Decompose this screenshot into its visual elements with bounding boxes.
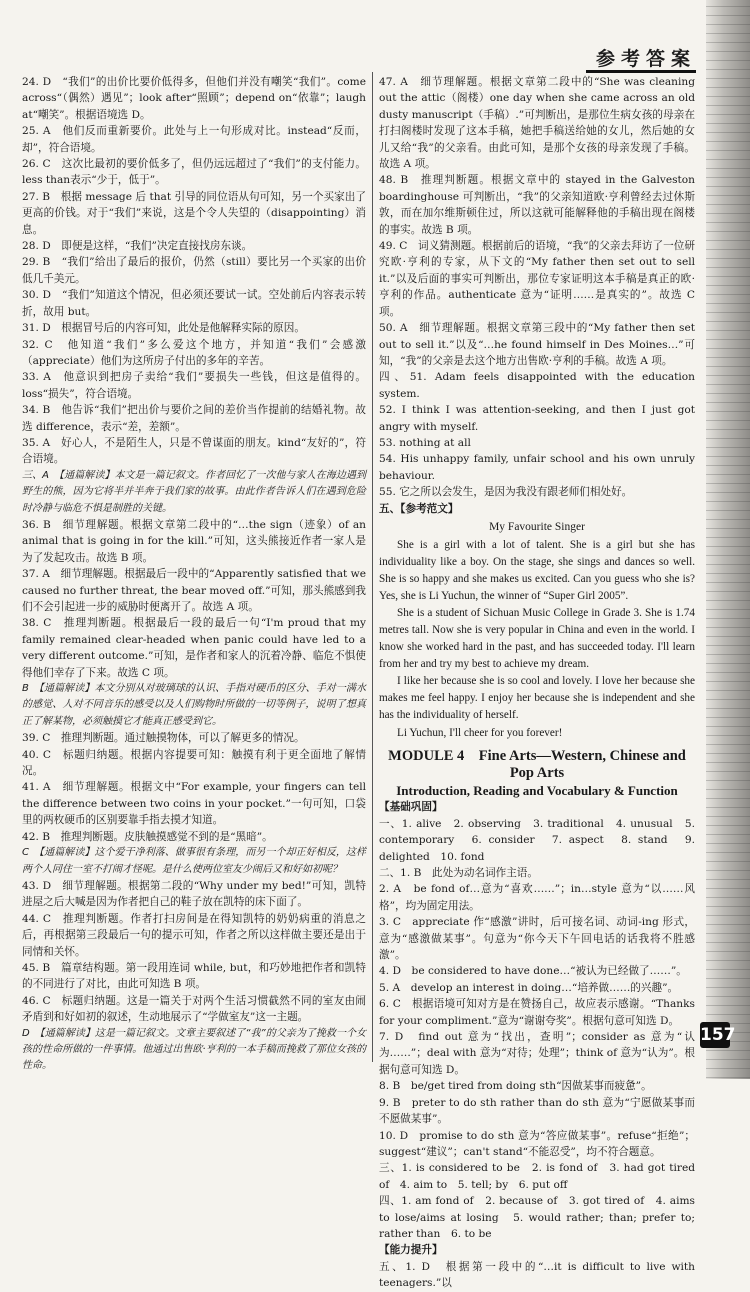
page-edge-stripe: [706, 285, 750, 286]
page-edge-stripe: [706, 6, 750, 7]
page-edge-stripe: [706, 519, 750, 520]
page-edge-stripe: [706, 645, 750, 646]
page-edge-stripe: [706, 303, 750, 304]
page-edge-stripe: [706, 438, 750, 439]
page-edge-stripe: [706, 447, 750, 448]
page-edge-stripe: [706, 870, 750, 871]
page-edge-stripe: [706, 807, 750, 808]
answer-item: 48. B 推理判断题。根据文章中的 stayed in the Galveston boardinghouse 可判断出，“我”的父亲知道欧·亨利曾经去过休斯敦，而在加尔维斯顿住过，所以这就可能解释他的手稿出现在阁楼的事实。故选 B 项。: [379, 174, 695, 236]
answer-item: 46. C 标题归纳题。这是一篇关于对两个生活习惯截然不同的室友由闹矛盾到和好如初的叙述，生动地展示了“学做室友”这一主题。: [22, 994, 366, 1024]
page-edge-stripe: [706, 951, 750, 952]
answer-item: 36. B 细节理解题。根据文章第二段中的“…the sign（迹象）of an animal that is going in for the kill.”可知，这头熊接近作者一家人是为了发起攻击。故选 B 项。: [22, 518, 366, 564]
answer-item: 31. D 根据冒号后的内容可知，此处是他解释实际的原因。: [22, 322, 305, 335]
answer-item: 45. B 篇章结构题。第一段用连词 while, but，和巧妙地把作者和凯特的不同进行了对比，由此可知选 B 项。: [22, 961, 366, 991]
page-edge-stripe: [706, 654, 750, 655]
page-edge-stripe: [706, 726, 750, 727]
page-edge-stripe: [706, 204, 750, 205]
page-edge-stripe: [706, 996, 750, 997]
answer-item: 42. B 推理判断题。皮肤触摸感觉不到的是“黑暗”。: [22, 830, 273, 843]
page-edge-stripe: [706, 51, 750, 52]
page-edge-stripe: [706, 978, 750, 979]
essay-paragraph: I like her because she is so cool and lovely. I love her because she makes me feel happy. I enjoy her because she is independent and she has the individuality of herself.: [379, 675, 695, 722]
page-edge-stripe: [706, 177, 750, 178]
answer-item: 49. C 词义猜测题。根据前后的语境，“我”的父亲去拜访了一位研究欧·亨利的专家，从下文的“My father then set out to sell it.”以及后面的事实可判断出，那位专家证明这本手稿是真正的欧·亨利的作品。authenticate 意为“证明……是真实的”。故选 C 项。: [379, 240, 695, 318]
page-edge-stripe: [706, 699, 750, 700]
answer-item: 五、【参考范文】: [379, 502, 459, 515]
page-edge-stripe: [706, 213, 750, 214]
page-edge: [706, 0, 750, 1079]
page-edge-stripe: [706, 222, 750, 223]
page-edge-stripe: [706, 906, 750, 907]
essay-paragraph: Li Yuchun, I'll cheer for you forever!: [397, 727, 563, 740]
page-edge-stripe: [706, 168, 750, 169]
page-edge-stripe: [706, 510, 750, 511]
page-edge-stripe: [706, 150, 750, 151]
answer-item: 一、1. alive 2. observing 3. traditional 4. unusual 5. contemporary 6. consider 7. aspect 8. stand 9. delighted 10. fond: [379, 817, 695, 863]
page-edge-stripe: [706, 249, 750, 250]
page-edge-stripe: [706, 501, 750, 502]
page-edge-stripe: [706, 1077, 750, 1078]
answer-item: 32. C 他知道“我们”多么爱这个地方，并知道“我们”会感激（appreciate）他们为这所房子付出的多年的辛苦。: [22, 338, 366, 367]
page-edge-stripe: [706, 789, 750, 790]
answer-item: 四、51. Adam feels disappointed with the education system.: [379, 371, 695, 400]
page-edge-stripe: [706, 231, 750, 232]
page-edge-stripe: [706, 528, 750, 529]
page-edge-stripe: [706, 825, 750, 826]
page-edge-stripe: [706, 321, 750, 322]
page-edge-stripe: [706, 888, 750, 889]
answer-item: B 【通篇解读】本文分别从对玻璃球的认识、手指对硬币的区分、手对一满水的感觉、人对不同音乐的感受以及人们购物时所做的一切等例子，说明了想真正了解某物，必须触摸它才能真正感受到它。: [22, 683, 366, 727]
page-edge-stripe: [706, 330, 750, 331]
module-subtitle: Introduction, Reading and Vocabulary & Function: [396, 783, 678, 799]
page-edge-stripe: [706, 960, 750, 961]
page-edge-stripe: [706, 420, 750, 421]
page-edge-stripe: [706, 861, 750, 862]
page-edge-stripe: [706, 1014, 750, 1015]
answer-item: 三、1. is considered to be 2. is fond of 3. had got tired of 4. aim to 5. tell; by 6. put off: [379, 1162, 695, 1191]
page-edge-stripe: [706, 1050, 750, 1051]
page-edge-stripe: [706, 393, 750, 394]
answer-item: 41. A 细节理解题。根据文中“For example, your fingers can tell the difference between two coins in your pocket.”一句可知，口袋里的两枚硬币的区别要靠手指去摸才知道。: [22, 781, 366, 827]
page-edge-stripe: [706, 1005, 750, 1006]
page-edge-stripe: [706, 411, 750, 412]
answer-item: 50. A 细节理解题。根据文章第三段中的“My father then set out to sell it.”以及“…he found himself in Des Moines…”可知，“我”的父亲是去这个地方出售欧·亨利的手稿。故选 A 项。: [379, 322, 695, 367]
model-essay: [379, 519, 695, 742]
answer-item: 43. D 细节理解题。根据第二段的“Why under my bed!”可知，凯特进屋之后大喊是因为作者把自己的鞋子放在凯特的床下面了。: [22, 879, 366, 909]
answer-item: 5. A develop an interest in doing…“培养做……的兴趣”。: [379, 981, 679, 994]
answer-item: 38. C 推理判断题。根据最后一段的最后一句“I'm proud that my family remained clear-headed when panic could have led to a very different outcome.”可知，是作者和家人的沉着冷静、临危不惧使得他们幸存了下来。故选 C 项。: [22, 617, 366, 679]
page-edge-stripe: [706, 375, 750, 376]
answer-item: 24. D “我们”的出价比要价低得多，但他们并没有嘲笑“我们”。come across“（偶然）遇见”；look after“照顾”；depend on“依靠”；laugh at“嘲笑”。根据语境选 D。: [22, 76, 366, 121]
answer-item: 35. A 好心人，不是陌生人，只是不曾谋面的朋友。kind“友好的”，符合语境。: [22, 436, 366, 466]
page-edge-stripe: [706, 483, 750, 484]
answer-item: 4. D be considered to have done…“被认为已经做了……”。: [379, 965, 687, 978]
page-edge-stripe: [706, 681, 750, 682]
page-edge-stripe: [706, 357, 750, 358]
answer-item: 53. nothing at all: [379, 436, 471, 449]
page-edge-stripe: [706, 159, 750, 160]
answer-item: 10. D promise to do sth 意为“答应做某事”。refuse“拒绝”；suggest“建议”；can't stand“不能忍受”，均不符合题意。: [379, 1129, 695, 1158]
answer-item: 二、1. B 此处为动名词作主语。: [379, 867, 538, 879]
answer-item: 37. A 细节理解题。根据最后一段中的“Apparently satisfied that we caused no further threat, the bear moved off.”可知，那头熊感到我们不会引起进一步的威胁时便离开了。故选 A 项。: [22, 568, 366, 613]
answer-item: 三、A 【通篇解读】本文是一篇记叙文。作者回忆了一次他与家人在海边遇到野生的熊，因为它将半并半奔于我们家的故事。由此作者告诉人们在遇到危险时冷静与临危不惧是制胜的关键。: [22, 469, 366, 514]
module-title: MODULE 4 Fine Arts—Western, Chinese and Pop Arts: [388, 748, 686, 782]
module-answer-list: [379, 799, 695, 1291]
page-edge-stripe: [706, 555, 750, 556]
page-edge-stripe: [706, 834, 750, 835]
page-edge-stripe: [706, 33, 750, 34]
answer-item: 39. C 推理判断题。通过触摸物体，可以了解更多的情况。: [22, 732, 305, 745]
page-edge-stripe: [706, 879, 750, 880]
page-edge-stripe: [706, 429, 750, 430]
column-divider: [372, 72, 373, 1062]
page-edge-stripe: [706, 339, 750, 340]
page-edge-stripe: [706, 762, 750, 763]
answer-item: 3. C appreciate 作“感激”讲时，后可接名词、动词-ing 形式，意为“感激做某事”。句意为“你今天下午回电话的话我将不胜感激”。: [379, 916, 695, 962]
answer-item: 30. D “我们”知道这个情况，但必须还要试一试。空处前后内容表示转折，故用 but。: [22, 289, 366, 318]
page-edge-stripe: [706, 564, 750, 565]
page-edge-stripe: [706, 618, 750, 619]
answer-item: 28. D 即便是这样，“我们”决定直接找房东谈。: [22, 240, 253, 253]
page-edge-stripe: [706, 492, 750, 493]
answer-item: 6. C 根据语境可知对方是在赞扬自己，故应表示感谢。“Thanks for your compliment.”意为“谢谢夸奖”。根据句意可知选 D。: [379, 998, 695, 1027]
page-edge-stripe: [706, 573, 750, 574]
page-edge-stripe: [706, 627, 750, 628]
page-edge-stripe: [706, 132, 750, 133]
page-edge-stripe: [706, 402, 750, 403]
page-edge-stripe: [706, 636, 750, 637]
page-edge-stripe: [706, 366, 750, 367]
page-edge-stripe: [706, 24, 750, 25]
page-edge-stripe: [706, 267, 750, 268]
right-column: [379, 74, 695, 1292]
page-edge-stripe: [706, 465, 750, 466]
page-edge-stripe: [706, 240, 750, 241]
page-edge-stripe: [706, 582, 750, 583]
page-edge-stripe: [706, 294, 750, 295]
answer-item: 27. B 根据 message 后 that 引导的同位语从句可知，另一个买家出了更高的价钱。对于“我们”来说，这是个令人失望的（disappointing）消息。: [22, 190, 366, 236]
page-edge-stripe: [706, 717, 750, 718]
page-edge-stripe: [706, 609, 750, 610]
answer-item: 2. A be fond of…意为“喜欢……”；in…style 意为“以……风格”，均为固定用法。: [379, 883, 695, 912]
answer-item: 【基础巩固】: [379, 801, 443, 814]
answer-item: 7. D find out 意为“找出，查明”；consider as 意为“认为……”；deal with 意为“对待；处理”；think of 意为“认为”。根据句意可知选 D。: [379, 1031, 695, 1076]
page-edge-stripe: [706, 816, 750, 817]
answer-item: 9. B preter to do sth rather than do sth 意为“宁愿做某事而不愿做某事”。: [379, 1096, 695, 1126]
answer-item: 8. B be/get tired from doing sth“因做某事而疲惫”。: [379, 1080, 652, 1093]
essay-title: My Favourite Singer: [489, 520, 585, 533]
essay-body: [379, 537, 695, 742]
page-number: 157: [700, 1022, 730, 1048]
page-edge-stripe: [706, 1068, 750, 1069]
page-edge-stripe: [706, 897, 750, 898]
page-edge-stripe: [706, 798, 750, 799]
page-edge-stripe: [706, 141, 750, 142]
answer-item: 25. A 他们反而重新要价。此处与上一句形成对比。instead“反而，却”，符合语境。: [22, 125, 366, 154]
page-edge-stripe: [706, 42, 750, 43]
left-column: [22, 74, 366, 1075]
page-edge-stripe: [706, 852, 750, 853]
answer-item: C 【通篇解读】这个爱干净利落、做事很有条理，而另一个却正好相反，这样两个人同住一室不打闹才怪呢。是什么使两位室友少闹后又和好如初呢？: [22, 847, 366, 875]
page-edge-stripe: [706, 690, 750, 691]
page-header-title: 参考答案: [596, 48, 697, 70]
page-edge-stripe: [706, 708, 750, 709]
essay-paragraph: She is a girl with a lot of talent. She is a girl but she has individuality like a boy. On the stage, she sings and dances so well. She is so happy and she makes us excited. Can you guess who she is? Yes, she is Li Yuchun, the winner of “Super Girl 2005”.: [379, 539, 695, 603]
answer-item: 55. 它之所以会发生，是因为我没有跟老师们相处好。: [379, 486, 633, 499]
answer-item: 54. His unhappy family, unfair school and his own unruly behaviour.: [379, 453, 695, 482]
page-edge-stripe: [706, 753, 750, 754]
page-edge-stripe: [706, 1059, 750, 1060]
answer-item: 33. A 他意识到把房子卖给“我们”要损失一些钱，但这是值得的。loss“损失”，符合语境。: [22, 371, 366, 400]
page-edge-stripe: [706, 195, 750, 196]
answer-item: 52. I think I was attention-seeking, and then I just got angry with myself.: [379, 404, 695, 433]
page-edge-stripe: [706, 663, 750, 664]
page-edge-stripe: [706, 942, 750, 943]
answer-item: 26. C 这次比最初的要价低多了，但仍远远超过了“我们”的支付能力。less than表示“少于，低于”。: [22, 158, 366, 187]
page-edge-stripe: [706, 186, 750, 187]
page-edge-stripe: [706, 915, 750, 916]
page-edge-stripe: [706, 474, 750, 475]
page-edge-stripe: [706, 15, 750, 16]
page-edge-stripe: [706, 591, 750, 592]
page-edge-stripe: [706, 600, 750, 601]
page-edge-stripe: [706, 348, 750, 349]
page-edge-stripe: [706, 276, 750, 277]
page-edge-stripe: [706, 87, 750, 88]
answer-item: D 【通篇解读】这是一篇记叙文。文章主要叙述了“我”的父亲为了挽救一个女孩的性命所做的一件事情。他通过出售欧·亨利的一本手稿而挽救了那位女孩的性命。: [22, 1027, 366, 1072]
right-answer-list: [379, 74, 695, 517]
page-edge-stripe: [706, 258, 750, 259]
page-edge-stripe: [706, 843, 750, 844]
page-edge-stripe: [706, 933, 750, 934]
answer-item: 34. B 他告诉“我们”把出价与要价之间的差价当作提前的结婚礼物。故选 difference，表示“差，差额”。: [22, 404, 366, 433]
answer-item: 40. C 标题归纳题。根据内容提要可知：触摸有利于更全面地了解情况。: [22, 748, 366, 778]
page-edge-stripe: [706, 735, 750, 736]
page-edge-stripe: [706, 969, 750, 970]
answer-item: 44. C 推理判断题。作者打扫房间是在得知凯特的奶奶病重的消息之后，再根据第三段最后一句的提示可知，作者之所以这样做主要还是出于同情和关怀。: [22, 912, 366, 958]
page-edge-stripe: [706, 924, 750, 925]
page-edge-stripe: [706, 780, 750, 781]
page-edge-stripe: [706, 105, 750, 106]
page-edge-stripe: [706, 114, 750, 115]
answer-item: 五、1. D 根据第一段中的“…it is difficult to live with teenagers.”以: [379, 1260, 695, 1290]
page-edge-stripe: [706, 78, 750, 79]
page-edge-stripe: [706, 546, 750, 547]
page-edge-stripe: [706, 123, 750, 124]
page-edge-stripe: [706, 456, 750, 457]
page-edge-stripe: [706, 672, 750, 673]
page-edge-stripe: [706, 537, 750, 538]
answer-item: 四、1. am fond of 2. because of 3. got tired of 4. aims to lose/aims at losing 5. would rather; than; prefer to; rather than 6. to be: [379, 1195, 695, 1240]
page-edge-stripe: [706, 312, 750, 313]
page-edge-stripe: [706, 987, 750, 988]
page-edge-stripe: [706, 69, 750, 70]
answer-item: 47. A 细节理解题。根据文章第二段中的“She was cleaning out the attic（阁楼）one day when she came across an old dusty manuscript（手稿）.”可判断出，是那位生病女孩的母亲在打扫阁楼时发现了这本手稿，她把手稿送给她的女儿，然后她的女儿又给“我”的父亲看。由此可知，是那个女孩的母亲发现了手稿。故选 A 项。: [379, 76, 695, 171]
page-edge-stripe: [706, 60, 750, 61]
answer-item: 【能力提升】: [379, 1244, 443, 1257]
page-edge-stripe: [706, 744, 750, 745]
essay-paragraph: She is a student of Sichuan Music College in Grade 3. She is 1.74 metres tall. Now she is very popular in China and even in the world. I know she worked hard in the past, and has succeeded today. I'll learn from her and try my best to achieve my dream.: [379, 607, 695, 671]
page-edge-stripe: [706, 384, 750, 385]
page-edge-stripe: [706, 96, 750, 97]
page-edge-stripe: [706, 771, 750, 772]
answer-item: 29. B “我们”给出了最后的报价，仍然（still）要比另一个买家的出价低几千美元。: [22, 256, 366, 285]
